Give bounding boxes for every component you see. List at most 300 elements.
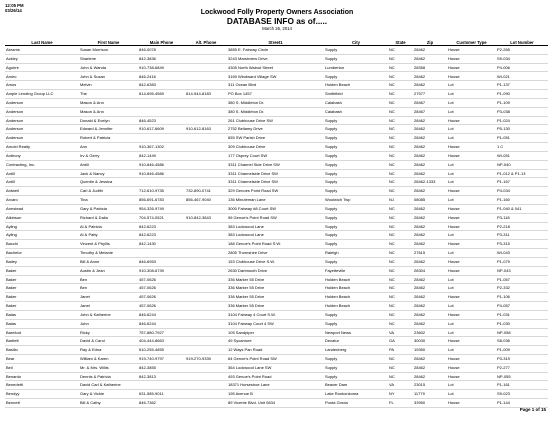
table-cell: House xyxy=(447,337,496,346)
table-cell: Baker xyxy=(5,302,79,311)
table-cell: 383 Lockwood Lane xyxy=(227,222,324,231)
table-cell: Supply xyxy=(324,143,388,152)
table-row xyxy=(5,266,548,275)
table-cell: NP-055 xyxy=(496,372,548,381)
table-cell: 28462 xyxy=(413,54,447,63)
table-cell: Armstead xyxy=(5,204,79,213)
report-title: Lockwood Folly Property Owners Association xyxy=(200,9,354,16)
table-cell: Bear xyxy=(5,354,79,363)
table-cell: 188 Genoe's Point Road S.W. xyxy=(227,240,324,249)
table-cell: 910-612-8163 xyxy=(185,125,227,134)
table-cell xyxy=(185,169,227,178)
table-cell: NC xyxy=(388,213,413,222)
table-cell xyxy=(185,346,227,355)
table-cell: Susan Morrison xyxy=(79,46,138,55)
table-cell: Lot xyxy=(447,381,496,390)
table-cell: Baker xyxy=(5,275,79,284)
table-cell: Austin & Jean xyxy=(79,266,138,275)
table-cell: Lot xyxy=(447,284,496,293)
table-cell: Amos xyxy=(5,81,79,90)
table-cell: NC xyxy=(388,240,413,249)
table-cell: NC xyxy=(388,293,413,302)
table-cell: P4-006 xyxy=(496,63,548,72)
table-cell: NC xyxy=(388,231,413,240)
table-cell: 28462 xyxy=(413,319,447,328)
table-cell: Supply xyxy=(324,213,388,222)
table-cell: P1-106 xyxy=(496,293,548,302)
table-row xyxy=(5,187,548,196)
table-cell: 329 Genoes Point Road SW xyxy=(227,187,324,196)
table-cell: NC xyxy=(388,222,413,231)
table-cell: P1-079 xyxy=(496,257,548,266)
table-cell: P3-118 xyxy=(496,213,548,222)
table-cell: Supply xyxy=(324,319,388,328)
table-cell: 177 Osprey Court SW xyxy=(227,151,324,160)
table-row xyxy=(5,381,548,390)
table-row xyxy=(5,151,548,160)
table-cell: House xyxy=(447,266,496,275)
table-cell: 457-0626 xyxy=(138,302,185,311)
table-cell: Lot xyxy=(447,107,496,116)
table-cell: Antill xyxy=(5,178,79,187)
table-cell: 311 Ocean Blvd xyxy=(227,81,324,90)
table-cell: NC xyxy=(388,275,413,284)
table-cell: NP-040 xyxy=(496,160,548,169)
table-cell xyxy=(138,249,185,258)
table-cell xyxy=(185,399,227,408)
table-cell: Antill xyxy=(5,169,79,178)
table-cell: 261 Clubhouse Drive SW xyxy=(227,116,324,125)
table-cell: P1-051 xyxy=(496,134,548,143)
table-cell: 3104 Fairway 4 Court S.W. xyxy=(227,310,324,319)
table-cell: House xyxy=(447,187,496,196)
table-cell: Amiro xyxy=(5,72,79,81)
table-row xyxy=(5,63,548,72)
table-cell: Lot xyxy=(447,98,496,107)
table-row xyxy=(5,54,548,63)
table-cell: 4305 North Walnut Street xyxy=(227,63,324,72)
table-cell: P1-137 xyxy=(496,81,548,90)
table-row xyxy=(5,257,548,266)
table-row xyxy=(5,72,548,81)
table-cell xyxy=(185,204,227,213)
table-cell: Supply xyxy=(324,257,388,266)
table-cell xyxy=(185,63,227,72)
table-cell: John & Susan xyxy=(79,72,138,81)
table-cell xyxy=(185,266,227,275)
table-cell: 28462 xyxy=(413,257,447,266)
table-cell: 28462 xyxy=(413,151,447,160)
table-cell: 195 Avenue B xyxy=(227,390,324,399)
table-cell xyxy=(185,381,227,390)
table-cell: NC xyxy=(388,125,413,134)
table-cell: Ann xyxy=(79,143,138,152)
table-cell: Supply xyxy=(324,54,388,63)
table-cell: Jack & Nancy xyxy=(79,169,138,178)
table-cell: 08085 xyxy=(413,196,447,205)
table-cell: NC xyxy=(388,249,413,258)
table-cell: 336 Marker 55 Drive xyxy=(227,275,324,284)
table-cell: Fayetteville xyxy=(324,266,388,275)
table-cell: 846-6244 xyxy=(138,310,185,319)
table-cell: 457-0626 xyxy=(138,293,185,302)
table-cell: Mr. & Mrs. Willis xyxy=(79,363,138,372)
table-cell: Holden Beach xyxy=(324,81,388,90)
table-cell: P2-218 xyxy=(496,222,548,231)
table-cell: 3243 Marshview Drive xyxy=(227,54,324,63)
table-cell xyxy=(185,231,227,240)
table-cell: 910-308-6739 xyxy=(138,266,185,275)
column-header: State xyxy=(388,39,413,46)
table-cell: Woolwich Twp xyxy=(324,196,388,205)
table-cell: 28462 xyxy=(413,284,447,293)
table-cell xyxy=(185,240,227,249)
table-row xyxy=(5,222,548,231)
table-cell: 28462 xyxy=(413,302,447,311)
table-cell: 3169 Windward Village SW xyxy=(227,72,324,81)
table-cell: 856-467-9040 xyxy=(185,196,227,205)
table-cell: John xyxy=(79,319,138,328)
table-cell: NC xyxy=(388,46,413,55)
table-cell: 842-3836 xyxy=(138,54,185,63)
table-cell: 631-585-9011 xyxy=(138,390,185,399)
table-cell: Lot xyxy=(447,134,496,143)
table-cell: NC xyxy=(388,257,413,266)
table-cell: Supply xyxy=(324,46,388,55)
table-cell: Robert & Patricia xyxy=(79,134,138,143)
table-cell: GA xyxy=(388,337,413,346)
table-cell: 383 Lockwood Lane xyxy=(227,231,324,240)
table-cell: PO Box 1457 xyxy=(227,90,324,99)
table-cell: Tina xyxy=(79,196,138,205)
table-cell: Supply xyxy=(324,204,388,213)
table-cell: Irv & Gerry xyxy=(79,151,138,160)
table-cell: NJ xyxy=(388,196,413,205)
table-cell: House xyxy=(447,54,496,63)
table-cell: Holden Beach xyxy=(324,293,388,302)
table-cell: NC xyxy=(388,284,413,293)
table-cell: 27577 xyxy=(413,90,447,99)
table-cell: 846-0078 xyxy=(138,46,185,55)
table-cell: Supply xyxy=(324,125,388,134)
table-cell xyxy=(185,363,227,372)
table-cell: Supply xyxy=(324,178,388,187)
table-cell: Barefoot xyxy=(5,328,79,337)
table-cell: FL xyxy=(388,399,413,408)
table-cell xyxy=(138,178,185,187)
table-cell: P1-009 xyxy=(496,346,548,355)
table-cell: 842-3855 xyxy=(138,363,185,372)
table-cell: Arcaro xyxy=(5,196,79,205)
table-cell xyxy=(185,46,227,55)
table-cell: Decatur xyxy=(324,337,388,346)
column-header: Lot Number xyxy=(496,39,548,46)
table-row xyxy=(5,98,548,107)
table-cell: 136 Minuteman Lane xyxy=(227,196,324,205)
table-row xyxy=(5,81,548,90)
table-cell: 846-7362 xyxy=(138,399,185,408)
table-cell: Lot xyxy=(447,125,496,134)
table-cell: Lot xyxy=(447,231,496,240)
owners-table xyxy=(5,39,548,408)
page-number: Page 1 of 15 xyxy=(519,407,546,412)
table-cell: NC xyxy=(388,143,413,152)
table-cell: Supply xyxy=(324,151,388,160)
table-cell: 11779 xyxy=(413,390,447,399)
table-cell: 846-6244 xyxy=(138,319,185,328)
table-cell: Ray & Edna xyxy=(79,346,138,355)
table-cell: Gary & Vickie xyxy=(79,390,138,399)
table-cell: 23015 xyxy=(413,381,447,390)
table-cell: 3311 Channelside Drive SW xyxy=(227,169,324,178)
table-cell: Ben xyxy=(79,275,138,284)
table-cell: 3311 Channelside Drive SW xyxy=(227,178,324,187)
table-cell: John & Katherine xyxy=(79,310,138,319)
table-row xyxy=(5,213,548,222)
table-cell: 842-3813 xyxy=(138,372,185,381)
table-cell: 33950 xyxy=(413,399,447,408)
table-cell xyxy=(185,143,227,152)
table-cell: 336 Marker 55 Drive xyxy=(227,284,324,293)
table-cell xyxy=(138,381,185,390)
table-cell xyxy=(185,310,227,319)
table-cell: Arnold Realty xyxy=(5,143,79,152)
report-subtitle: DATABASE INFO as of..... xyxy=(226,16,328,26)
table-cell: 919-270-9339 xyxy=(185,354,227,363)
table-cell: P3-038 xyxy=(496,107,548,116)
table-cell: Raleigh xyxy=(324,249,388,258)
table-cell: 364 Lockwood Lane SW xyxy=(227,363,324,372)
table-cell xyxy=(185,54,227,63)
table-cell: 910-367-1302 xyxy=(138,143,185,152)
table-cell: Supply xyxy=(324,72,388,81)
table-row xyxy=(5,107,548,116)
table-cell: Lot xyxy=(447,160,496,169)
table-cell: 28467 xyxy=(413,98,447,107)
table-cell xyxy=(185,222,227,231)
table-cell: P2-332 xyxy=(496,284,548,293)
table-row xyxy=(5,293,548,302)
table-cell: Supply xyxy=(324,116,388,125)
table-cell: 153 Clubhouse Drive S.W. xyxy=(227,257,324,266)
table-cell: 27615 xyxy=(413,249,447,258)
table-cell: 954-326-9749 xyxy=(138,204,185,213)
table-cell: NC xyxy=(388,107,413,116)
table-cell: NC xyxy=(388,354,413,363)
table-cell: 846-2416 xyxy=(138,72,185,81)
table-cell: 28462 xyxy=(413,169,447,178)
table-row xyxy=(5,143,548,152)
table-cell: P5-130 xyxy=(496,125,548,134)
table-cell: VA xyxy=(388,381,413,390)
table-cell: Antill xyxy=(79,160,138,169)
table-cell: Ample Lending Group LLC xyxy=(5,90,79,99)
table-cell: 704-574-0521 xyxy=(138,213,185,222)
table-cell: Quentin & Jessica xyxy=(79,178,138,187)
table-cell: 919-740-9797 xyxy=(138,354,185,363)
table-row xyxy=(5,399,548,408)
table-cell: 28462 xyxy=(413,46,447,55)
table-cell: Contracting, Inc. xyxy=(5,160,79,169)
table-cell: Melvin xyxy=(79,81,138,90)
table-cell: Supply xyxy=(324,160,388,169)
table-cell: P4-034 xyxy=(496,187,548,196)
table-cell xyxy=(185,337,227,346)
table-row xyxy=(5,346,548,355)
table-cell: 28462 xyxy=(413,204,447,213)
table-cell: 28358 xyxy=(413,63,447,72)
table-cell: 28462 xyxy=(413,81,447,90)
table-cell: Richard & Dalia xyxy=(79,213,138,222)
table-cell xyxy=(185,372,227,381)
table-cell: NC xyxy=(388,319,413,328)
table-cell xyxy=(138,134,185,143)
table-cell: P1-090 xyxy=(496,90,548,99)
table-cell: 814-695-4569 xyxy=(138,90,185,99)
table-row xyxy=(5,328,548,337)
table-cell: House xyxy=(447,257,496,266)
table-cell: 28462 xyxy=(413,213,447,222)
table-cell: P1-160 xyxy=(496,196,548,205)
table-cell: 309 Clubhouse Drive xyxy=(227,143,324,152)
table-cell: 28462 xyxy=(413,222,447,231)
table-cell: Mason & Ann xyxy=(79,107,138,116)
table-cell: Anderson xyxy=(5,116,79,125)
table-cell: NC xyxy=(388,151,413,160)
table-cell: 842-1449 xyxy=(138,151,185,160)
table-row xyxy=(5,302,548,311)
table-cell: 3104 Fairway Court 4 SW xyxy=(227,319,324,328)
table-cell: 28462 xyxy=(413,125,447,134)
table-cell: Supply xyxy=(324,372,388,381)
table-cell: House xyxy=(447,151,496,160)
table-cell: 336 Marker 55 Drive xyxy=(227,293,324,302)
table-cell: 757-880-7927 xyxy=(138,328,185,337)
report-titles xyxy=(0,9,554,32)
table-cell: 28462 xyxy=(413,275,447,284)
table-cell: 732-890-0741 xyxy=(185,187,227,196)
table-cell: 846-6953 xyxy=(138,257,185,266)
table-cell: P1-167 xyxy=(496,178,548,187)
table-cell: 610-255-4855 xyxy=(138,346,185,355)
table-cell: 28462 xyxy=(413,240,447,249)
table-cell: Lot xyxy=(447,319,496,328)
table-cell: Al & Patricia xyxy=(79,222,138,231)
column-header: Last Name xyxy=(5,39,79,46)
table-cell xyxy=(185,319,227,328)
table-cell: Supply xyxy=(324,354,388,363)
table-row xyxy=(5,390,548,399)
table-cell: 842-6383 xyxy=(138,81,185,90)
table-cell: 49 Sycamore xyxy=(227,337,324,346)
table-cell: 910-846-4586 xyxy=(138,160,185,169)
table-cell: 28462 xyxy=(413,231,447,240)
table-cell: P1-161 xyxy=(496,381,548,390)
table-cell: P1-031 xyxy=(496,310,548,319)
table-cell: NC xyxy=(388,169,413,178)
table-cell: Lot xyxy=(447,81,496,90)
table-cell: Atkinson xyxy=(5,213,79,222)
table-cell: NY xyxy=(388,390,413,399)
table-cell: Ackley xyxy=(5,54,79,63)
table-cell: House xyxy=(447,363,496,372)
table-cell: House xyxy=(447,204,496,213)
table-cell: Ben xyxy=(79,284,138,293)
table-cell: S8-036 xyxy=(496,337,548,346)
table-cell: 28462 xyxy=(413,372,447,381)
table-row xyxy=(5,134,548,143)
table-cell: The xyxy=(79,90,138,99)
table-cell: Holden Beach xyxy=(324,284,388,293)
table-cell: Anderson xyxy=(5,125,79,134)
table-cell: House xyxy=(447,372,496,381)
table-cell: P1-057 xyxy=(496,275,548,284)
table-cell: 28462-1333 xyxy=(413,178,447,187)
table-cell: NC xyxy=(388,63,413,72)
table-row xyxy=(5,310,548,319)
table-cell: Janet xyxy=(79,302,138,311)
table-cell: P2-277 xyxy=(496,363,548,372)
table-cell: Bacchi xyxy=(5,240,79,249)
table-cell: Calabash xyxy=(324,107,388,116)
table-cell: 2805 Thornshire Drive xyxy=(227,249,324,258)
table-cell: Lot xyxy=(447,390,496,399)
table-cell xyxy=(138,107,185,116)
table-cell: Supply xyxy=(324,310,388,319)
table-row xyxy=(5,178,548,187)
table-cell: 28462 xyxy=(413,187,447,196)
table-cell: Ricky xyxy=(79,328,138,337)
table-cell: Anderson xyxy=(5,107,79,116)
table-cell: William & Karen xyxy=(79,354,138,363)
table-cell: 457-0626 xyxy=(138,284,185,293)
table-cell: VA xyxy=(388,328,413,337)
column-header: Alt. Phone xyxy=(185,39,227,46)
table-cell: Bill & Anne xyxy=(79,257,138,266)
table-cell: 105 Sandpiper xyxy=(227,328,324,337)
table-cell: Lot xyxy=(447,328,496,337)
table-cell: 12 Ways Pan Road xyxy=(227,346,324,355)
table-cell: 842-6223 xyxy=(138,231,185,240)
table-cell: Balas xyxy=(5,310,79,319)
table-row xyxy=(5,116,548,125)
table-cell xyxy=(185,328,227,337)
table-cell: John & Wanda xyxy=(79,63,138,72)
table-cell: 842-6223 xyxy=(138,222,185,231)
table-cell: Benardo xyxy=(5,372,79,381)
table-cell: 910-842-3843 xyxy=(185,213,227,222)
table-cell: 28462 xyxy=(413,160,447,169)
table-cell: Gary & Patricia xyxy=(79,204,138,213)
table-cell: House xyxy=(447,72,496,81)
table-cell: 18371 Horseshoe Lane xyxy=(227,381,324,390)
table-cell: House xyxy=(447,46,496,55)
table-cell: Supply xyxy=(324,363,388,372)
table-cell xyxy=(185,81,227,90)
table-cell: Lot xyxy=(447,302,496,311)
table-cell xyxy=(185,134,227,143)
table-cell: Smithfield xyxy=(324,90,388,99)
table-cell: 846-4523 xyxy=(138,116,185,125)
table-cell: Lot xyxy=(447,196,496,205)
table-cell: Balas xyxy=(5,319,79,328)
table-cell: Supply xyxy=(324,187,388,196)
table-cell: House xyxy=(447,240,496,249)
table-cell: WI-051 xyxy=(496,151,548,160)
table-cell: Lot xyxy=(447,90,496,99)
table-cell xyxy=(185,302,227,311)
table-cell: P3-315 xyxy=(496,240,548,249)
